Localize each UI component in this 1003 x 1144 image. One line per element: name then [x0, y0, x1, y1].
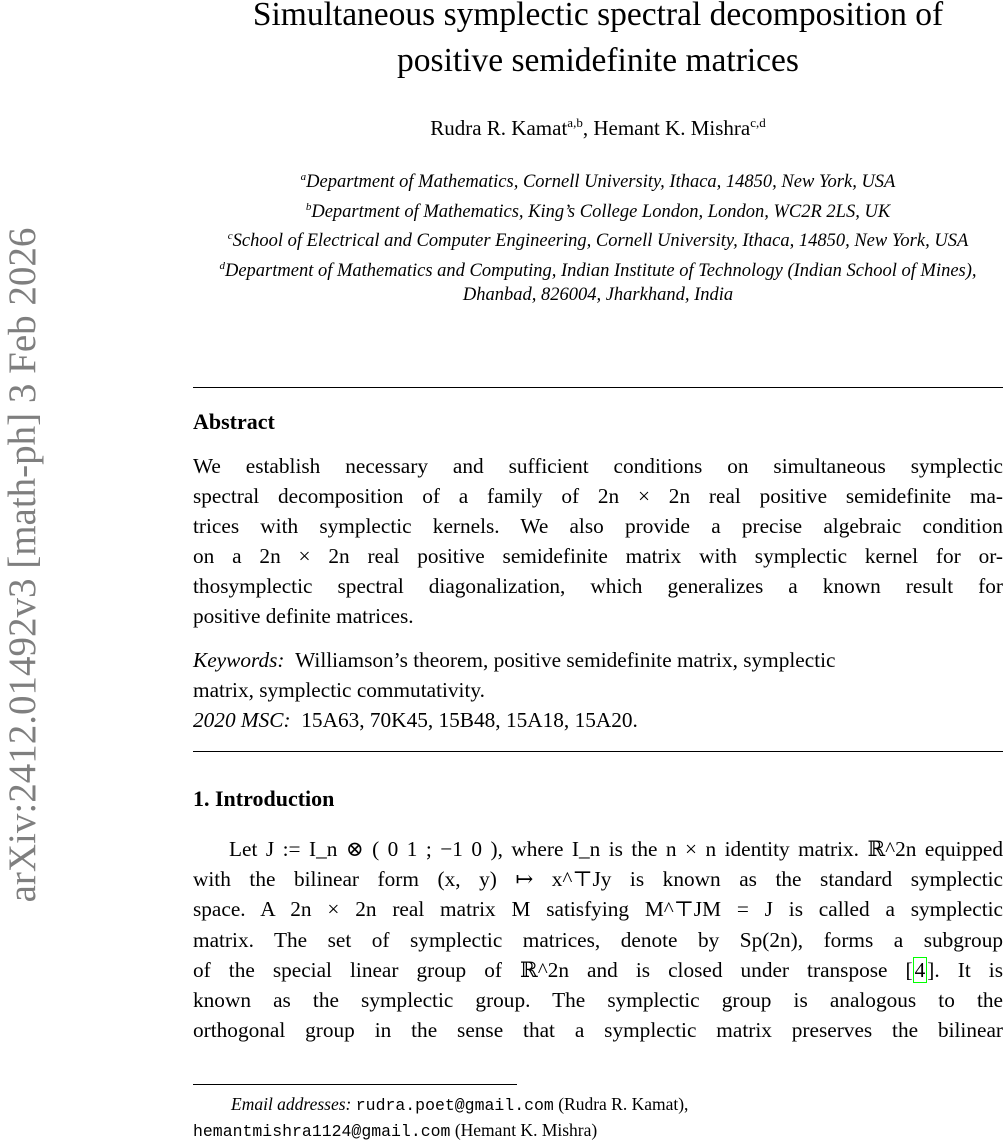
intro-line-text: of the special linear group of ℝ^2n and is closed under transpose [4]. It is	[193, 957, 1003, 982]
affiliation-mark: b	[305, 200, 312, 213]
affiliation-text: Department of Mathematics, Cornell University, Ithaca, 14850, New York, USA	[306, 172, 896, 192]
abstract-line: on a 2n × 2n real positive semidefinite matrix with symplectic kernel for or-	[193, 544, 1003, 568]
intro-line: space. A 2n × 2n real matrix M satisfying M^⊤JM = J is called a symplectic	[193, 897, 1003, 922]
msc-label: 2020 MSC:	[193, 708, 291, 732]
email-owner: (Hemant K. Mishra)	[454, 1120, 598, 1140]
affiliations	[193, 165, 1003, 308]
affiliation	[193, 224, 1003, 254]
author-list	[193, 115, 1003, 141]
citation-link[interactable]: 4	[914, 957, 926, 982]
author-separator: ,	[582, 116, 594, 140]
affiliation	[193, 254, 1003, 308]
keywords-line	[193, 645, 1003, 675]
msc-line	[193, 705, 1003, 735]
paper-title	[193, 0, 1003, 84]
introduction-heading: 1. Introduction	[193, 786, 335, 811]
email-link[interactable]: hemantmishra1124@gmail.com	[193, 1122, 451, 1141]
affiliation-mark: d	[219, 259, 225, 272]
arxiv-sidebar	[2, 190, 44, 940]
abstract-line: thosymplectic spectral diagonalization, which generalizes a known result for	[193, 574, 1003, 598]
introduction-body	[193, 834, 1003, 1045]
affiliation	[193, 165, 1003, 195]
author-affiliation-mark: a,b	[567, 115, 583, 130]
footnote	[193, 1092, 1003, 1144]
intro-line	[193, 955, 1003, 985]
affiliation-text: Department of Mathematics and Computing, Indian Institute of Technology (Indian School of Mines), Dhanbad, 826004, Jharkhand, India	[224, 260, 977, 305]
affiliation	[193, 195, 1003, 225]
author-affiliation-mark: c,d	[750, 115, 766, 130]
title-line-1: Simultaneous symplectic spectral decomposition of	[252, 0, 944, 33]
email-label: Email addresses:	[231, 1094, 352, 1114]
footnote-line-1	[193, 1092, 1003, 1118]
author-name: Hemant K. Mishra	[593, 116, 751, 140]
affiliation-mark: a	[300, 171, 307, 183]
keywords-text: Williamson’s theorem, positive semidefinite matrix, symplectic	[295, 648, 836, 672]
abstract-body	[193, 451, 1003, 631]
bottom-rule	[193, 751, 1003, 752]
msc-text: 15A63, 70K45, 15B48, 15A18, 15A20.	[301, 708, 638, 732]
email-link[interactable]: rudra.poet@gmail.com	[355, 1096, 554, 1115]
title-line-2: positive semidefinite matrices	[397, 42, 799, 79]
abstract-heading: Abstract	[193, 409, 275, 434]
intro-line: with the bilinear form (x, y) ↦ x^⊤Jy is known as the standard symplectic	[193, 867, 1003, 892]
intro-line: Let J := I_n ⊗ ( 0 1 ; −1 0 ), where I_n is the n × n identity matrix. ℝ^2n equipped	[229, 837, 1003, 861]
intro-line: orthogonal group in the sense that a symplectic matrix preserves the bilinear	[193, 1018, 1003, 1043]
keywords-line: matrix, symplectic commutativity.	[193, 678, 485, 702]
email-owner: (Rudra R. Kamat),	[558, 1094, 689, 1114]
footnote-rule	[193, 1084, 517, 1085]
keywords-label: Keywords:	[193, 648, 285, 672]
affiliation-mark: c	[227, 230, 233, 242]
abstract-line: positive definite matrices.	[193, 604, 414, 628]
author-name: Rudra R. Kamat	[430, 116, 568, 140]
footnote-line-2	[193, 1118, 1003, 1144]
abstract-line: trices with symplectic kernels. We also provide a precise algebraic condition	[193, 514, 1003, 538]
arxiv-identifier: arXiv:2412.01492v3 [math-ph] 3 Feb 2026	[1, 227, 44, 903]
intro-line: matrix. The set of symplectic matrices, denote by Sp(2n), forms a subgroup	[193, 927, 1003, 952]
keywords-block	[193, 645, 1003, 735]
affiliation-text: Department of Mathematics, King’s College London, London, WC2R 2LS, UK	[311, 201, 891, 222]
top-rule	[193, 387, 1003, 388]
intro-line: known as the symplectic group. The symplectic group is analogous to the	[193, 988, 1003, 1013]
abstract-line: spectral decomposition of a family of 2n × 2n real positive semidefinite ma-	[193, 484, 1003, 508]
abstract-line: We establish necessary and sufficient conditions on simultaneous symplectic	[193, 454, 1003, 478]
affiliation-text: School of Electrical and Computer Engineering, Cornell University, Ithaca, 14850, New York, USA	[232, 231, 969, 251]
